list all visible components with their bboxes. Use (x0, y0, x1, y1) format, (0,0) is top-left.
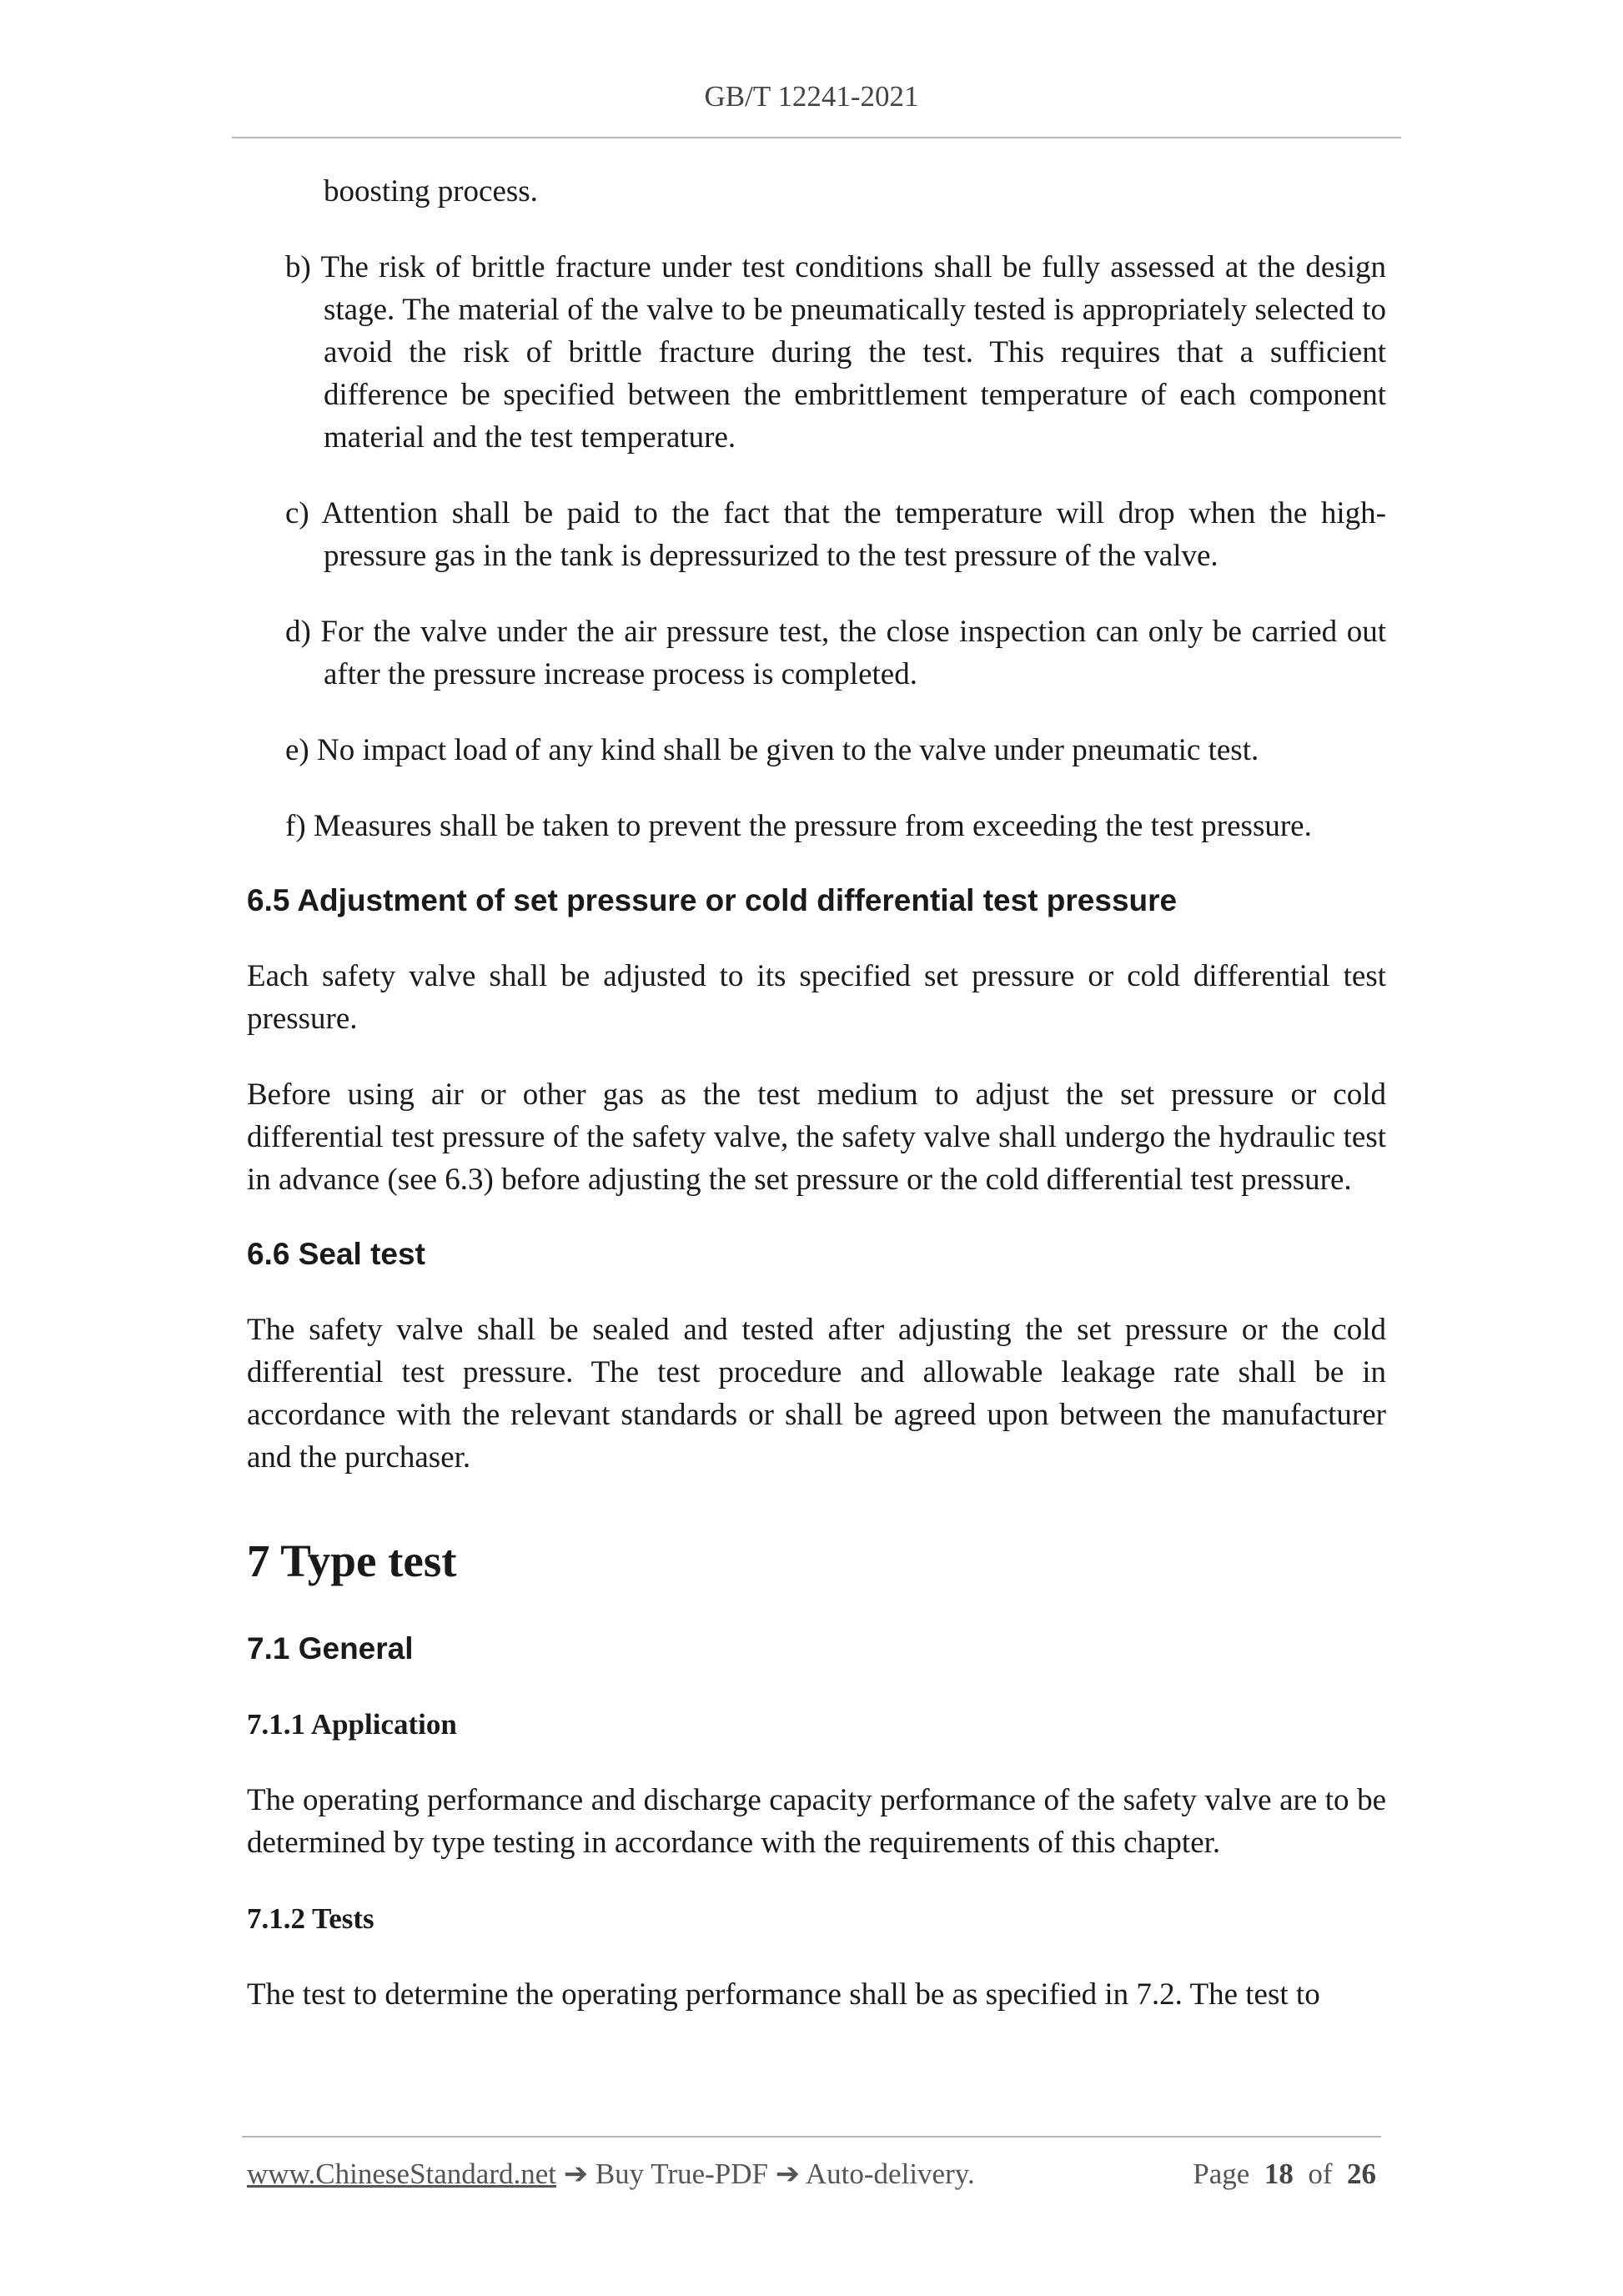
list-marker: d) (285, 615, 311, 649)
section-7-heading: 7 Type test (247, 1535, 457, 1586)
list-marker: e) (285, 733, 309, 767)
list-marker: b) (285, 250, 311, 284)
list-text: The risk of brittle fracture under test conditions shall be fully assessed at the design stage. The material of the valve to be pneumatically tested is appropriately selected to avoid the risk of brittle fracture during the test. This requires that a sufficient difference be specified between the embrittlement temperature of each component material and the test temperature. (320, 250, 1386, 455)
section-6-5-heading: 6.5 Adjustment of set pressure or cold differential test pressure (247, 883, 1178, 917)
list-item-b (285, 246, 1386, 459)
document-code: GB/T 12241-2021 (704, 80, 919, 113)
section-7-1-1-paragraph: The operating performance and discharge capacity performance of the safety valve are to be determined by type testing in accordance with the requirements of this chapter. (247, 1783, 1386, 1860)
of-label: of (1308, 2158, 1333, 2190)
list-item-c (285, 492, 1386, 577)
buy-pdf-text: Buy True-PDF (595, 2158, 768, 2190)
list-text: For the valve under the air pressure test, the close inspection can only be carried out after the pressure increase process is completed. (320, 615, 1386, 691)
list-item-e (285, 729, 1386, 771)
website-link[interactable]: www.ChineseStandard.net (247, 2158, 556, 2190)
page-current: 18 (1264, 2158, 1294, 2190)
arrow-icon: ➔ (775, 2158, 801, 2190)
arrow-icon: ➔ (563, 2158, 589, 2190)
page-total: 26 (1347, 2158, 1376, 2190)
continuation-text: boosting process. (324, 174, 538, 208)
list-marker: f) (285, 809, 306, 843)
section-6-6-heading: 6.6 Seal test (247, 1237, 425, 1271)
page-indicator (1193, 2158, 1376, 2191)
section-7-1-1-heading: 7.1.1 Application (247, 1708, 457, 1741)
list-marker: c) (285, 496, 309, 530)
auto-delivery-text: Auto-delivery. (805, 2158, 975, 2190)
list-text: Attention shall be paid to the fact that the temperature will drop when the high-pressure gas in the tank is depressurized to the test pressure of the valve. (321, 496, 1386, 573)
section-7-1-2-paragraph: The test to determine the operating performance shall be as specified in 7.2. The test to (247, 1977, 1320, 2012)
list-text: Measures shall be taken to prevent the pressure from exceeding the test pressure. (313, 809, 1312, 843)
section-6-5-paragraph-1: Each safety valve shall be adjusted to its specified set pressure or cold differential test pressure. (247, 959, 1386, 1036)
section-7-1-2-heading: 7.1.2 Tests (247, 1902, 374, 1935)
document-body (247, 170, 1386, 2016)
page-label: Page (1193, 2158, 1250, 2190)
list-item-d (285, 610, 1386, 696)
footer-divider (242, 2136, 1381, 2138)
footer-promo (247, 2158, 975, 2191)
header-divider (232, 137, 1401, 138)
section-7-1-heading: 7.1 General (247, 1631, 414, 1665)
section-6-6-paragraph: The safety valve shall be sealed and tested after adjusting the set pressure or the cold differential test pressure. The test procedure and allowable leakage rate shall be in accordance with the relevant standards or shall be agreed upon between the manufacturer and the purchaser. (247, 1313, 1386, 1475)
section-6-5-paragraph-2: Before using air or other gas as the test medium to adjust the set pressure or cold differential test pressure of the safety valve, the safety valve shall undergo the hydraulic test in advance (see 6.3) before adjusting the set pressure or the cold differential test pressure. (247, 1078, 1386, 1197)
list-text: No impact load of any kind shall be given to the valve under pneumatic test. (317, 733, 1259, 767)
list-item-f (285, 805, 1386, 847)
